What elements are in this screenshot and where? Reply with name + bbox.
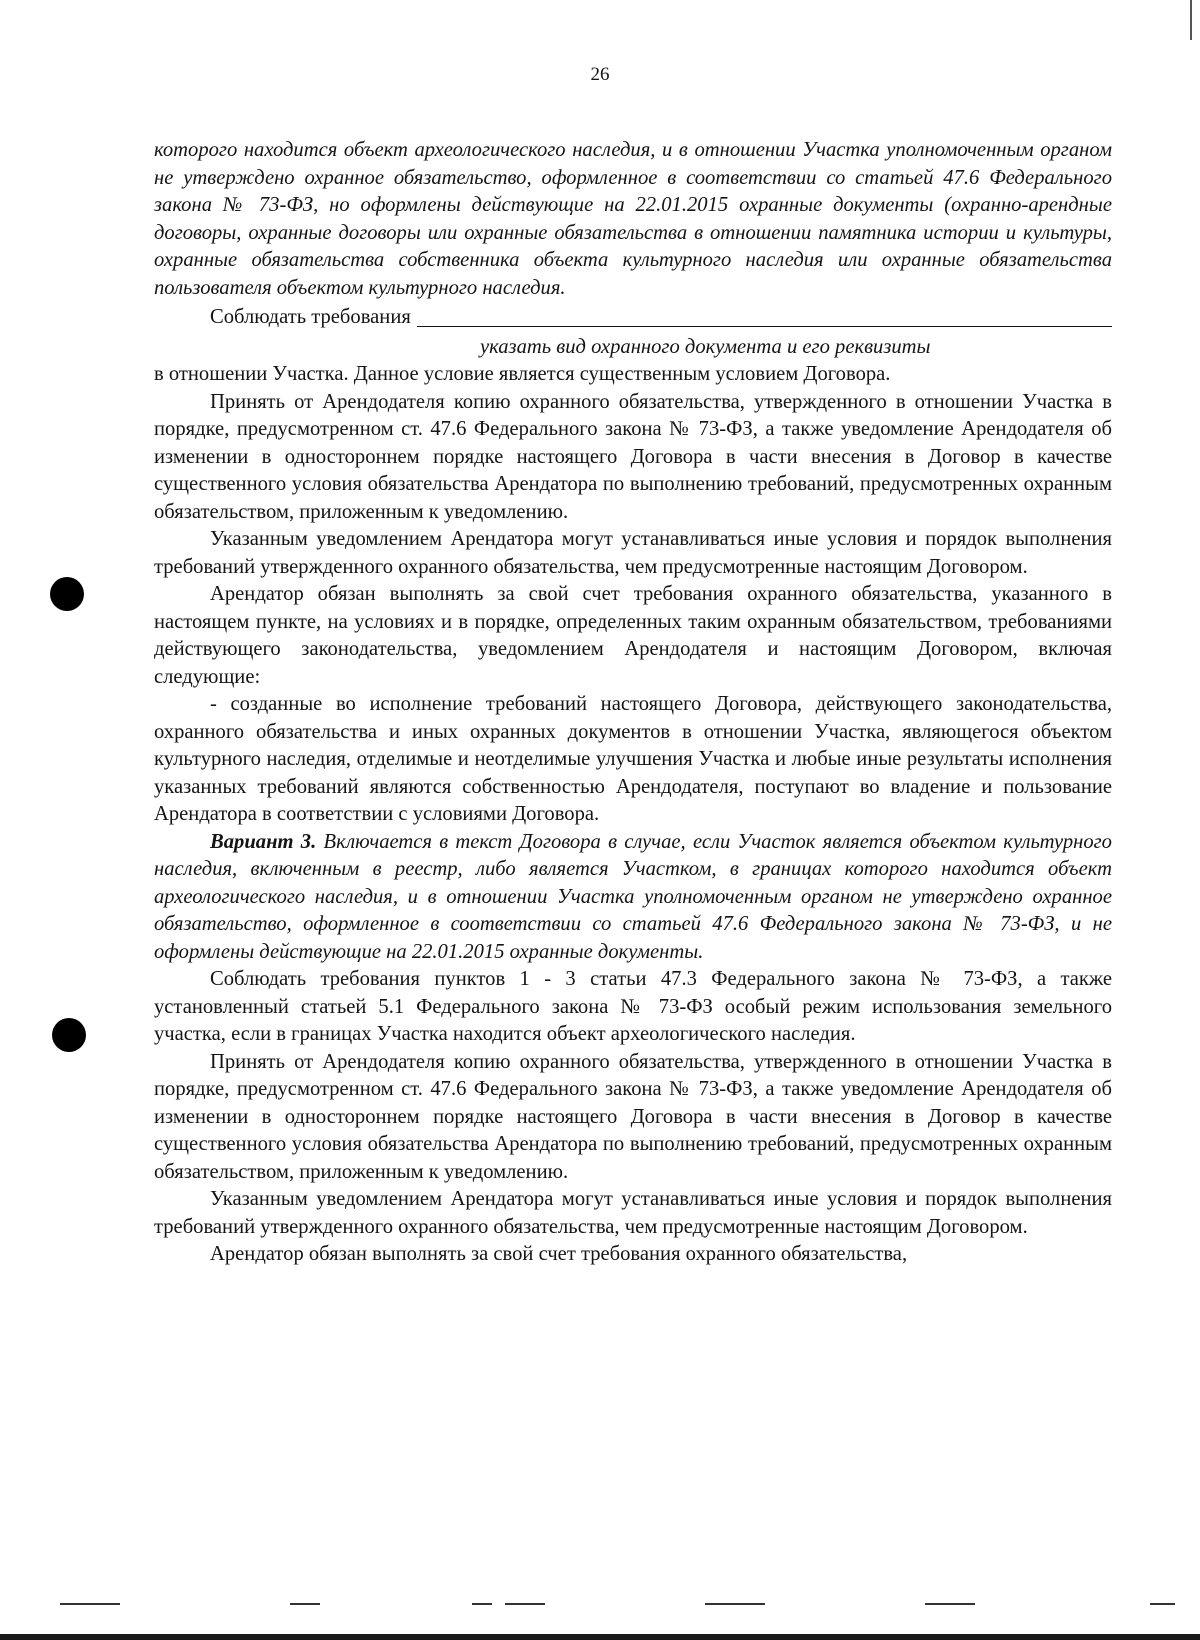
scan-artifact-dashes [0,1603,1200,1607]
scan-dash [1150,1603,1175,1605]
variant-3-text: Включается в текст Договора в случае, если Участок является объектом культурного наследия, включенным в реестр, либо является Участком, в границах которого находится объект археологического наследия, и в отношении Участка уполномоченным органом не утверждено охранное обязательство, оформленное в соответствии со статьей 47.6 Федерального закона № 73-ФЗ, и не оформлены действующие на 22.01.2015 охранные документы. [154,830,1112,963]
scan-edge-mark [1190,0,1192,40]
paragraph-improvements-ownership: - созданные во исполнение требований настоящего Договора, действующего законодательства, охранного обязательства и иных охранных документов в отношении Участка, являющегося объектом культурного наследия, отделимые и неотделимые улучшения Участка и любые иные результаты исполнения указанных требований являются собственностью Арендодателя, поступают во владение и пользование Арендатора в соответствии с условиями Договора. [154,693,1112,825]
fill-in-label: Соблюдать требования [210,306,411,328]
paragraph-tenant-obligations-2: Арендатор обязан выполнять за свой счет требования охранного обязательства, [210,1243,908,1265]
document-body [154,137,1112,1269]
paragraph-accept-copy-2: Принять от Арендодателя копию охранного обязательства, утвержденного в отношении Участка в порядке, предусмотренном ст. 47.6 Федерального закона № 73-ФЗ, а также уведомление Арендодателя об изменении в одностороннем порядке настоящего Договора в части внесения в Договор в качестве существенного условия обязательства Арендатора по выполнению требований, предусмотренных охранным обязательством, приложенным к уведомлению. [154,1050,1112,1183]
fill-in-row [154,304,1112,332]
variant-3-label: Вариант 3. [210,830,317,853]
paragraph-accept-copy: Принять от Арендодателя копию охранного обязательства, утвержденного в отношении Участка в порядке, предусмотренном ст. 47.6 Федерального закона № 73-ФЗ, а также уведомление Арендодателя об изменении в одностороннем порядке настоящего Договора в части внесения в Договор в качестве существенного условия обязательства Арендатора по выполнению требований, предусмотренных охранным обязательством, приложенным к уведомлению. [154,390,1112,523]
punch-hole-upper [50,577,84,611]
fill-in-caption: указать вид охранного документа и его реквизиты [480,335,931,358]
paragraph-notification-conditions: Указанным уведомлением Арендатора могут устанавливаться иные условия и порядок выполнения требований утвержденного охранного обязательства, чем предусмотренные настоящим Договором. [154,528,1112,578]
scan-bottom-band [0,1634,1200,1640]
paragraph-notification-conditions-2: Указанным уведомлением Арендатора могут устанавливаться иные условия и порядок выполнения требований утвержденного охранного обязательства, чем предусмотренные настоящим Договором. [154,1188,1112,1238]
scan-dash [505,1603,545,1605]
page-number: 26 [590,64,610,85]
paragraph-comply-requirements: Соблюдать требования пунктов 1 - 3 статьи 47.3 Федерального закона № 73-ФЗ, а также установленный статьей 5.1 Федерального закона № 73-ФЗ особый режим использования земельного участка, если в границах Участка находится объект археологического наследия. [154,968,1112,1045]
scan-dash [472,1603,492,1605]
paragraph-variant-3 [154,829,1112,967]
paragraph-essential-condition: в отношении Участка. Данное условие является существенным условием Договора. [154,363,891,385]
scan-dash [705,1603,765,1605]
paragraph-variant2-continuation: которого находится объект археологического наследия, и в отношении Участка уполномоченным органом не утверждено охранное обязательство, оформленное в соответствии со статьей 47.6 Федерального закона № 73-ФЗ, но оформлены действующие на 22.01.2015 охранные документы (охранно-арендные договоры, охранные договоры или охранные обязательства в отношении памятника истории и культуры, охранные обязательства собственника объекта культурного наследия или охранные обязательства пользователя объектом культурного наследия. [154,139,1112,299]
punch-hole-lower [52,1018,86,1052]
paragraph-tenant-obligations: Арендатор обязан выполнять за свой счет требования охранного обязательства, указанного в настоящем пункте, на условиях и в порядке, определенных таким охранным обязательством, требованиями действующего законодательства, уведомлением Арендодателя и настоящим Договором, включая следующие: [154,583,1112,688]
fill-in-blank-line [417,325,1112,327]
scan-dash [925,1603,975,1605]
scan-dash [60,1603,120,1605]
scan-dash [290,1603,320,1605]
